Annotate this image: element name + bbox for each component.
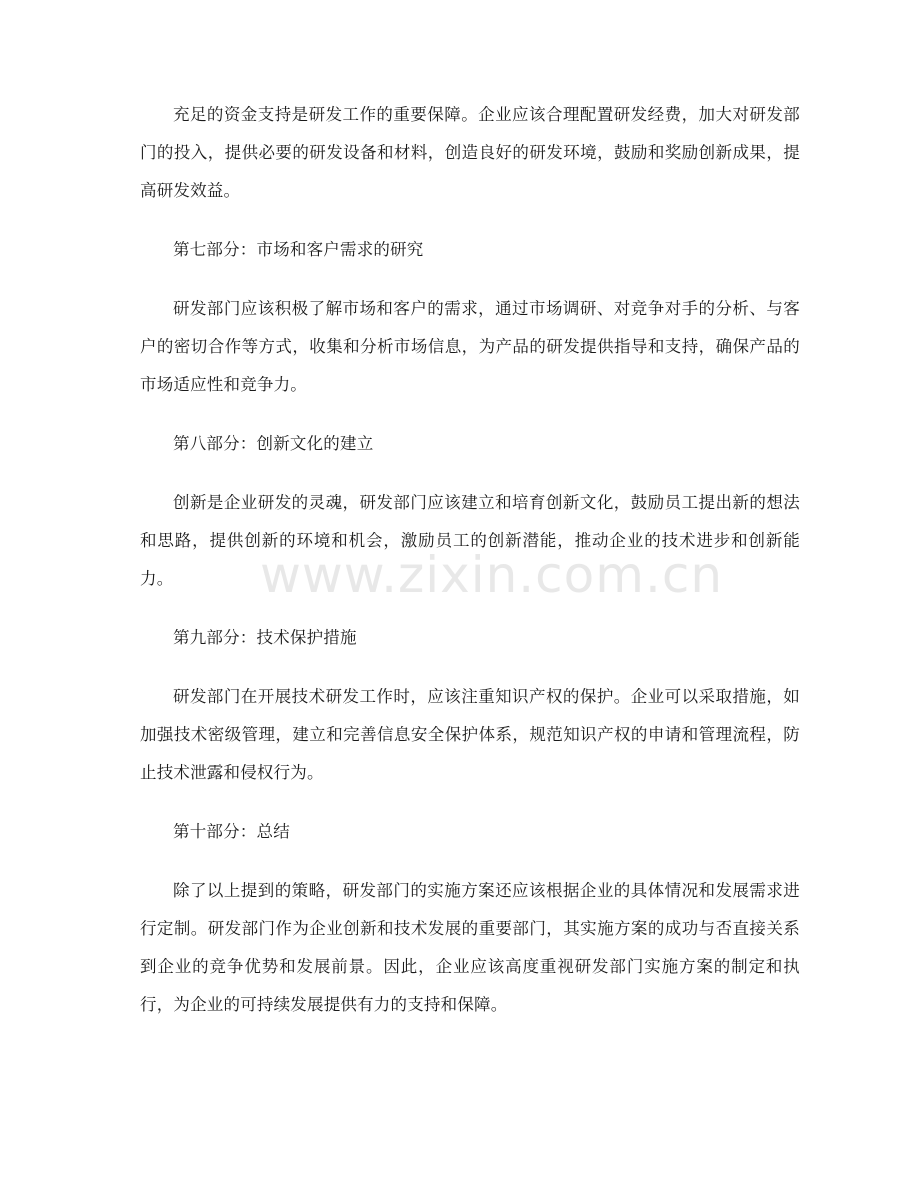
paragraph-market-research: 研发部门应该积极了解市场和客户的需求，通过市场调研、对竞争对手的分析、与客户的密切合作等方式，收集和分析市场信息，为产品的研发提供指导和支持，确保产品的市场适应性和竞争力。 (140, 299, 800, 394)
paragraph-tech-protection: 研发部门在开展技术研发工作时，应该注重知识产权的保护。企业可以采取措施，如加强技术密级管理，建立和完善信息安全保护体系，规范知识产权的申请和管理流程，防止技术泄露和侵权行为。 (140, 687, 800, 782)
paragraph-summary: 除了以上提到的策略，研发部门的实施方案还应该根据企业的具体情况和发展需求进行定制。研发部门作为企业创新和技术发展的重要部门，其实施方案的成功与否直接关系到企业的竞争优势和发展前景。因此，企业应该高度重视研发部门实施方案的制定和执行，为企业的可持续发展提供有力的支持和保障。 (140, 881, 800, 1014)
paragraph-funding: 充足的资金支持是研发工作的重要保障。企业应该合理配置研发经费，加大对研发部门的投入，提供必要的研发设备和材料，创造良好的研发环境，鼓励和奖励创新成果，提高研发效益。 (140, 105, 800, 200)
document-body (140, 96, 800, 1045)
section-heading-10: 第十部分：总结 (173, 822, 290, 841)
watermark: www.zixin.com.cn (260, 546, 724, 604)
section-heading-7: 第七部分：市场和客户需求的研究 (173, 240, 424, 259)
paragraph-innovation-culture: 创新是企业研发的灵魂，研发部门应该建立和培育创新文化，鼓励员工提出新的想法和思路，提供创新的环境和机会，激励员工的创新潜能，推动企业的技术进步和创新能力。 (140, 493, 800, 588)
section-heading-9: 第九部分：技术保护措施 (173, 628, 357, 647)
section-heading-8: 第八部分：创新文化的建立 (173, 434, 374, 453)
